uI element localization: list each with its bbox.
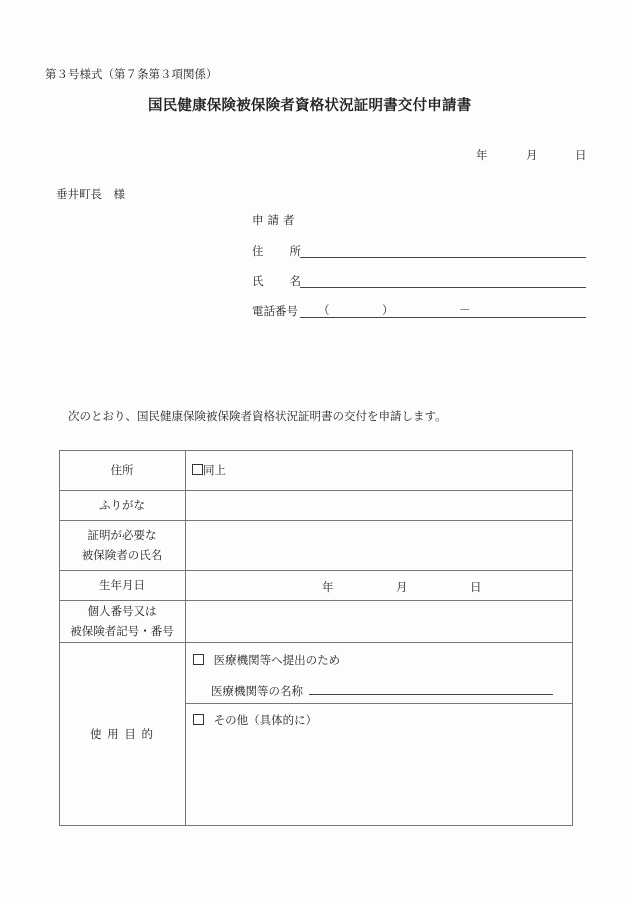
birthdate-month-label: 月: [396, 580, 408, 594]
table-row-divider: [59, 490, 573, 491]
same-as-above-label: 同上: [203, 463, 226, 477]
row-address-label: 住所: [110, 463, 134, 477]
purpose-other-checkbox[interactable]: [193, 714, 204, 725]
date-day-label: 日: [575, 148, 587, 162]
phone-close-paren: ）: [382, 303, 394, 317]
row-insured-name-field[interactable]: [187, 522, 571, 569]
table-border-bottom: [59, 825, 573, 826]
phone-open-paren: （: [318, 303, 330, 317]
purpose-other-details-field[interactable]: [190, 732, 568, 820]
applicant-name-field[interactable]: [300, 287, 586, 288]
purpose-option-other[interactable]: [193, 712, 317, 728]
row-furigana-label: ふりがな: [99, 498, 145, 512]
applicant-heading: 申請者: [252, 213, 299, 227]
table-row-divider: [59, 570, 573, 571]
row-purpose-label: 使 用 目 的: [90, 727, 154, 741]
medical-institution-name-field[interactable]: [309, 694, 553, 695]
table-border-top: [59, 450, 573, 451]
row-id-number-label-line2: 被保険者記号・番号: [70, 624, 174, 638]
phone-dash: －: [459, 303, 471, 317]
table-row-divider: [59, 642, 573, 643]
purpose-medical-label: 医療機関等へ提出のため: [213, 653, 341, 667]
same-as-above-checkbox[interactable]: [192, 464, 203, 475]
row-insured-name-label: [59, 525, 185, 565]
row-id-number-label-line1: 個人番号又は: [87, 604, 157, 618]
form-reference: 第３号様式（第７条第３項関係）: [45, 67, 218, 81]
purpose-option-medical[interactable]: [193, 652, 340, 668]
table-border-right: [572, 450, 573, 826]
applicant-name-label: 氏 名: [252, 274, 302, 288]
row-address-field[interactable]: [250, 452, 570, 488]
row-id-number-field[interactable]: [187, 602, 571, 641]
row-id-number-label: [59, 601, 185, 641]
birthdate-year-label: 年: [322, 580, 334, 594]
table-column-divider: [185, 450, 186, 826]
document-title: 国民健康保険被保険者資格状況証明書交付申請書: [148, 97, 472, 114]
applicant-address-field[interactable]: [300, 257, 586, 258]
date-year-label: 年: [476, 148, 488, 162]
row-furigana-field[interactable]: [187, 492, 571, 519]
applicant-phone-label: 電話番号: [252, 304, 298, 318]
medical-institution-name-label: 医療機関等の名称: [211, 684, 303, 698]
applicant-phone-field[interactable]: [300, 317, 586, 318]
row-insured-name-label-line1: 証明が必要な: [87, 528, 157, 542]
addressee: 垂井町長 様: [56, 187, 125, 201]
application-statement: 次のとおり、国民健康保険被保険者資格状況証明書の交付を申請します。: [68, 409, 447, 423]
purpose-option-divider: [185, 703, 573, 704]
purpose-other-label: その他（具体的に）: [213, 713, 318, 727]
date-month-label: 月: [526, 148, 538, 162]
birthdate-day-label: 日: [470, 580, 482, 594]
applicant-address-label: 住 所: [252, 244, 302, 258]
table-row-divider: [59, 520, 573, 521]
row-birthdate-label: 生年月日: [99, 578, 145, 592]
same-as-above-option[interactable]: [192, 462, 226, 478]
purpose-medical-checkbox[interactable]: [193, 654, 204, 665]
row-insured-name-label-line2: 被保険者の氏名: [81, 548, 163, 562]
